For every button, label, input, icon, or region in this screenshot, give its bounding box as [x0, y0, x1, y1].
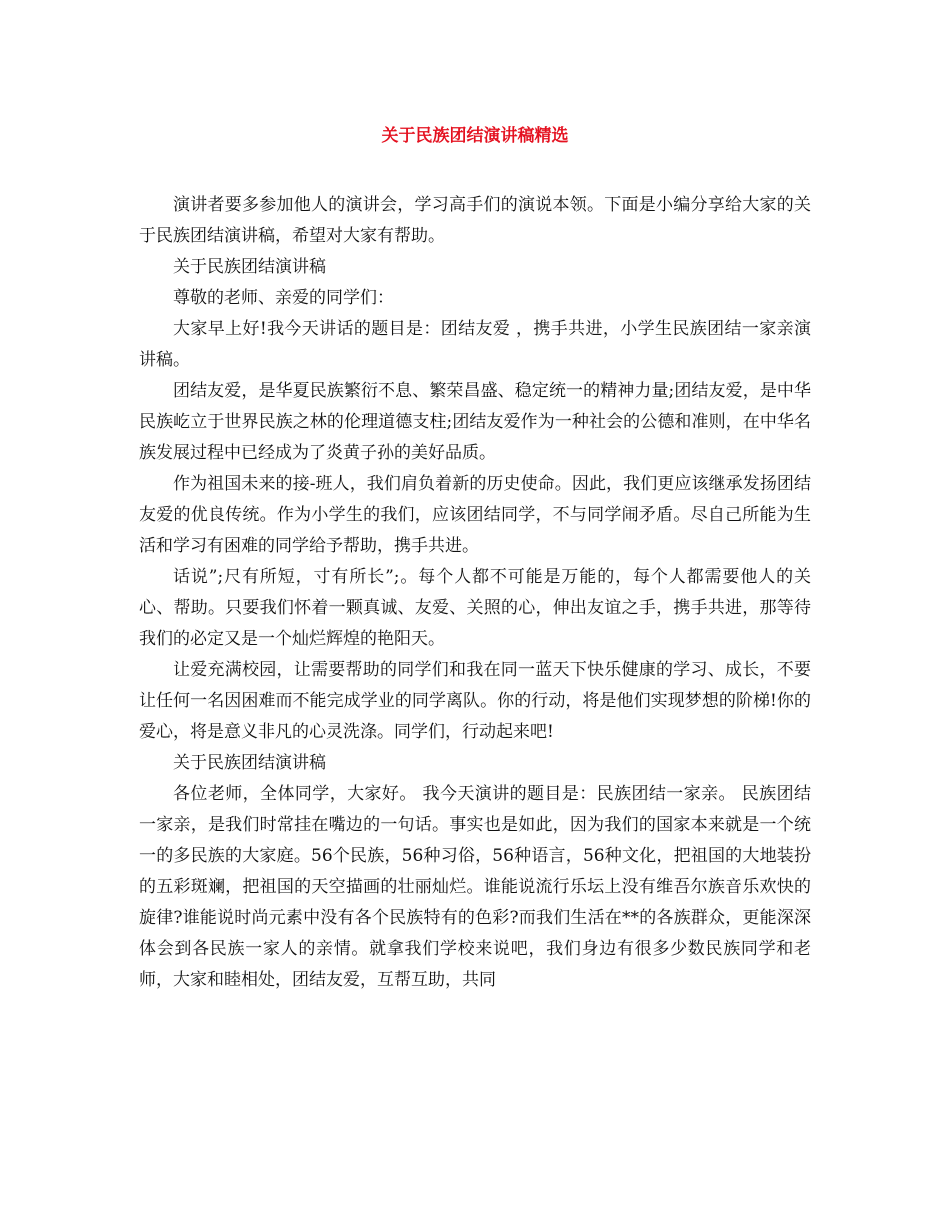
- paragraph: 让爱充满校园，让需要帮助的同学们和我在同一蓝天下快乐健康的学习、成长，不要让任何一名因困难而不能完成学业的同学离队。你的行动，将是他们实现梦想的阶梯!你的爱心，将是意义非凡的心灵洗涤。同学们，行动起来吧!: [139, 660, 811, 742]
- section-heading-1: 关于民族团结演讲稿: [173, 257, 326, 277]
- paragraph-intro: 演讲者要多参加他人的演讲会，学习高手们的演说本领。下面是小编分享给大家的关于民族团结演讲稿，希望对大家有帮助。: [139, 195, 811, 246]
- paragraph: 话说”;尺有所短，寸有所长”;。每个人都不可能是万能的，每个人都需要他人的关心、帮助。只要我们怀着一颗真诚、友爱、关照的心，伸出友谊之手，携手共进，那等待我们的必定又是一个灿烂辉煌的艳阳天。: [139, 567, 811, 649]
- salutation: 尊敬的老师、亲爱的同学们：: [173, 288, 394, 308]
- paragraph: 作为祖国未来的接-班人，我们肩负着新的历史使命。因此，我们更应该继承发扬团结友爱的优良传统。作为小学生的我们，应该团结同学，不与同学闹矛盾。尽自己所能为生活和学习有困难的同学给予帮助，携手共进。: [139, 474, 811, 556]
- document-body: [139, 190, 811, 996]
- document-title: 关于民族团结演讲稿精选: [381, 126, 569, 146]
- section-heading-2: 关于民族团结演讲稿: [173, 753, 326, 773]
- paragraph: 各位老师，全体同学，大家好。 我今天演讲的题目是：民族团结一家亲。 民族团结一家亲，是我们时常挂在嘴边的一句话。事实也是如此，因为我们的国家本来就是一个统一的多民族的大家庭。56个民族，56种习俗，56种语言，56种文化，把祖国的大地装扮的五彩斑斓，把祖国的天空描画的壮丽灿烂。谁能说流行乐坛上没有维吾尔族音乐欢快的旋律?谁能说时尚元素中没有各个民族特有的色彩?而我们生活在**的各族群众，更能深深体会到各民族一家人的亲情。就拿我们学校来说吧，我们身边有很多少数民族同学和老师，大家和睦相处，团结友爱，互帮互助，共同: [139, 784, 811, 990]
- paragraph: 团结友爱，是华夏民族繁衍不息、繁荣昌盛、稳定统一的精神力量;团结友爱，是中华民族屹立于世界民族之林的伦理道德支柱;团结友爱作为一种社会的公德和准则，在中华名族发展过程中已经成为了炎黄子孙的美好品质。: [139, 381, 811, 463]
- paragraph: 大家早上好!我今天讲话的题目是：团结友爱 ，携手共进，小学生民族团结一家亲演讲稿。: [139, 319, 811, 370]
